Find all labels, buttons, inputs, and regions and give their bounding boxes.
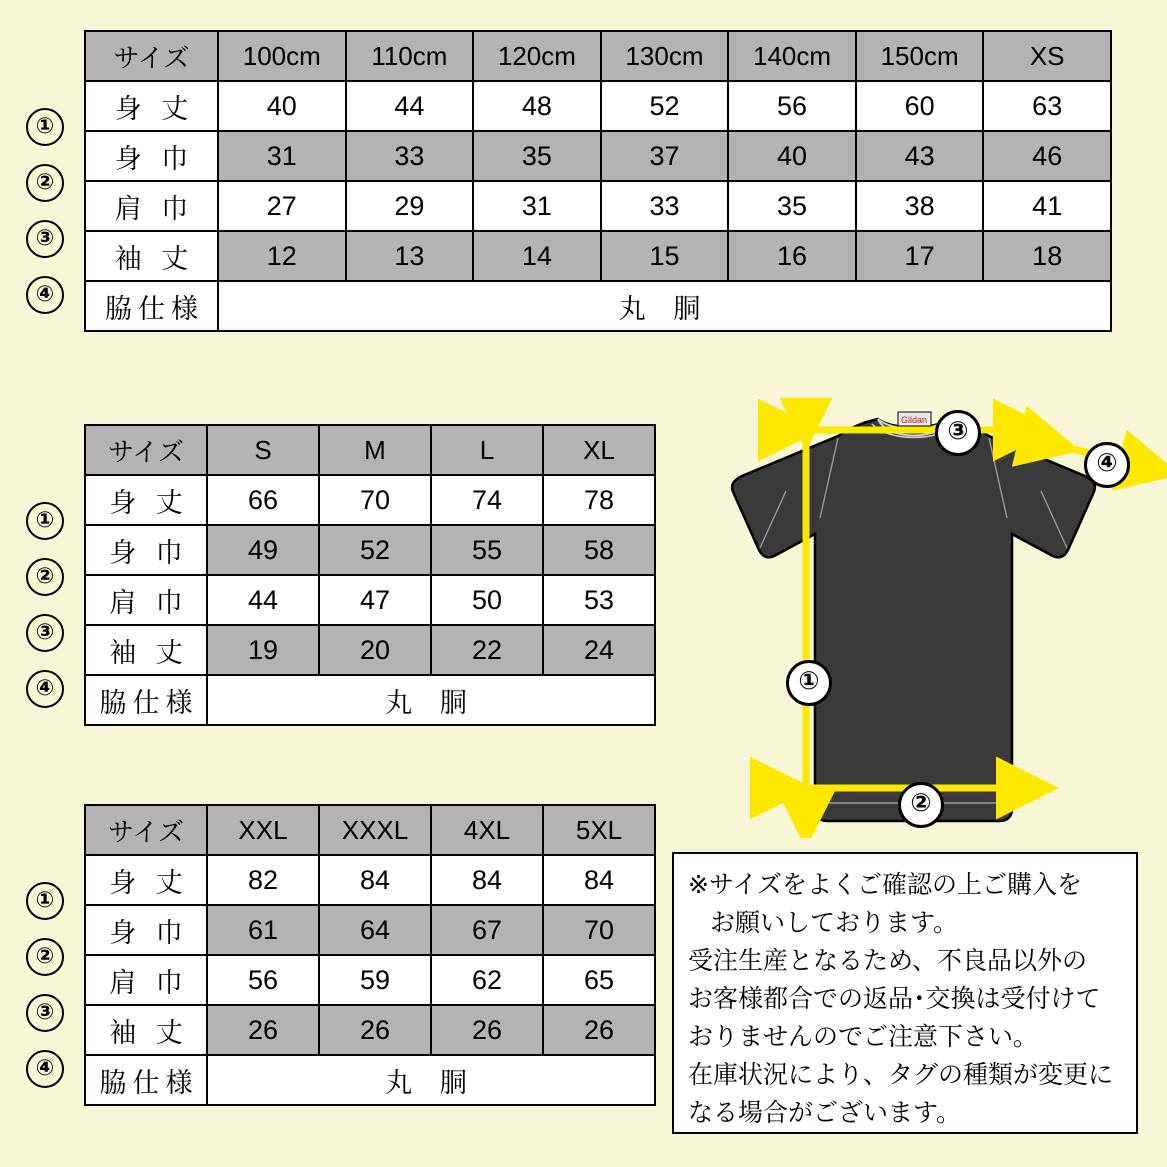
size-table-bigsize xyxy=(84,804,656,1106)
cell: 78 xyxy=(543,475,655,525)
row-marker-3: ③ xyxy=(26,220,64,258)
cell: 52 xyxy=(319,525,431,575)
row-label-shoulder-width: 肩 巾 xyxy=(85,181,218,231)
cell: 82 xyxy=(207,855,319,905)
cell: 31 xyxy=(473,181,601,231)
row-marker-1: ① xyxy=(26,882,64,920)
notice-line: 在庫状況により、タグの種類が変更に xyxy=(688,1061,1114,1089)
cell: 46 xyxy=(983,131,1111,181)
cell: 52 xyxy=(601,81,729,131)
notice-line: 受注生産となるため、不良品以外の xyxy=(688,947,1088,975)
row-marker-2: ② xyxy=(26,558,64,596)
row-marker-2: ② xyxy=(26,164,64,202)
cell: 26 xyxy=(543,1005,655,1055)
cell: 35 xyxy=(728,181,856,231)
cell: 50 xyxy=(431,575,543,625)
row-marker-4: ④ xyxy=(26,1050,64,1088)
cell: 38 xyxy=(856,181,984,231)
cell: 26 xyxy=(319,1005,431,1055)
cell: 48 xyxy=(473,81,601,131)
table-header-row xyxy=(85,31,1111,81)
cell: 40 xyxy=(728,131,856,181)
table-row xyxy=(85,1005,655,1055)
table-footer-row xyxy=(85,1055,655,1105)
side-spec-value: 丸 胴 xyxy=(218,281,1111,331)
cell: 84 xyxy=(319,855,431,905)
cell: 24 xyxy=(543,625,655,675)
cell: 61 xyxy=(207,905,319,955)
row-label-body-width: 身 巾 xyxy=(85,905,207,955)
cell: 64 xyxy=(319,905,431,955)
cell: 37 xyxy=(601,131,729,181)
table-row xyxy=(85,905,655,955)
cell: 84 xyxy=(543,855,655,905)
cell: 40 xyxy=(218,81,346,131)
header-cell-m: M xyxy=(319,425,431,475)
cell: 70 xyxy=(319,475,431,525)
cell: 33 xyxy=(601,181,729,231)
cell: 56 xyxy=(728,81,856,131)
row-label-body-length: 身 丈 xyxy=(85,475,207,525)
row-label-sleeve-length: 袖 丈 xyxy=(85,625,207,675)
cell: 26 xyxy=(207,1005,319,1055)
row-label-side-spec: 脇仕様 xyxy=(85,281,218,331)
cell: 44 xyxy=(207,575,319,625)
row-label-body-width: 身 巾 xyxy=(85,525,207,575)
header-cell-150cm: 150cm xyxy=(856,31,984,81)
cell: 66 xyxy=(207,475,319,525)
header-cell-130cm: 130cm xyxy=(601,31,729,81)
shirt-body xyxy=(732,419,1095,821)
cell: 44 xyxy=(346,81,474,131)
table-footer-row xyxy=(85,675,655,725)
header-cell-110cm: 110cm xyxy=(346,31,474,81)
table-row xyxy=(85,525,655,575)
row-label-shoulder-width: 肩 巾 xyxy=(85,955,207,1005)
cell: 65 xyxy=(543,955,655,1005)
cell: 26 xyxy=(431,1005,543,1055)
cell: 56 xyxy=(207,955,319,1005)
notice-line: なる場合がございます。 xyxy=(688,1099,962,1127)
cell: 47 xyxy=(319,575,431,625)
cell: 18 xyxy=(983,231,1111,281)
table-row xyxy=(85,955,655,1005)
cell: 22 xyxy=(431,625,543,675)
cell: 16 xyxy=(728,231,856,281)
table-row xyxy=(85,181,1111,231)
diagram-marker-1: ① xyxy=(786,660,832,706)
side-spec-value: 丸 胴 xyxy=(207,675,655,725)
cell: 55 xyxy=(431,525,543,575)
size-table-adult xyxy=(84,424,656,726)
row-label-body-length: 身 丈 xyxy=(85,855,207,905)
notice-line: お願いしております。 xyxy=(710,909,959,937)
cell: 20 xyxy=(319,625,431,675)
cell: 29 xyxy=(346,181,474,231)
cell: 15 xyxy=(601,231,729,281)
header-cell-size: サイズ xyxy=(85,805,207,855)
table-header-row xyxy=(85,425,655,475)
notice-box xyxy=(672,852,1138,1134)
cell: 12 xyxy=(218,231,346,281)
table-row xyxy=(85,81,1111,131)
header-cell-size: サイズ xyxy=(85,425,207,475)
diagram-marker-4: ④ xyxy=(1084,442,1130,488)
table-row xyxy=(85,231,1111,281)
brand-tag-text: Gildan xyxy=(900,415,928,425)
cell: 67 xyxy=(431,905,543,955)
header-cell-xs: XS xyxy=(983,31,1111,81)
table-header-row xyxy=(85,805,655,855)
cell: 53 xyxy=(543,575,655,625)
cell: 27 xyxy=(218,181,346,231)
tshirt-diagram xyxy=(660,398,1167,838)
header-cell-xxxl: XXXL xyxy=(319,805,431,855)
row-marker-4: ④ xyxy=(26,670,64,708)
row-marker-3: ③ xyxy=(26,994,64,1032)
row-label-side-spec: 脇仕様 xyxy=(85,1055,207,1105)
header-cell-5xl: 5XL xyxy=(543,805,655,855)
cell: 19 xyxy=(207,625,319,675)
cell: 31 xyxy=(218,131,346,181)
notice-line: おりませんのでご注意下さい。 xyxy=(688,1023,1039,1051)
cell: 41 xyxy=(983,181,1111,231)
header-cell-s: S xyxy=(207,425,319,475)
table-row xyxy=(85,575,655,625)
cell: 14 xyxy=(473,231,601,281)
header-cell-xxl: XXL xyxy=(207,805,319,855)
header-cell-140cm: 140cm xyxy=(728,31,856,81)
header-cell-100cm: 100cm xyxy=(218,31,346,81)
cell: 70 xyxy=(543,905,655,955)
cell: 74 xyxy=(431,475,543,525)
notice-line: お客様都合での返品･交換は受付けて xyxy=(688,985,1101,1013)
side-spec-value: 丸 胴 xyxy=(207,1055,655,1105)
row-marker-2: ② xyxy=(26,938,64,976)
row-label-sleeve-length: 袖 丈 xyxy=(85,231,218,281)
cell: 43 xyxy=(856,131,984,181)
row-marker-4: ④ xyxy=(26,276,64,314)
row-label-body-width: 身 巾 xyxy=(85,131,218,181)
cell: 84 xyxy=(431,855,543,905)
cell: 13 xyxy=(346,231,474,281)
cell: 59 xyxy=(319,955,431,1005)
row-marker-1: ① xyxy=(26,502,64,540)
size-table-kids xyxy=(84,30,1112,332)
notice-line: ※サイズをよくご確認の上ご購入を xyxy=(688,871,1082,899)
cell: 33 xyxy=(346,131,474,181)
row-label-body-length: 身 丈 xyxy=(85,81,218,131)
header-cell-size: サイズ xyxy=(85,31,218,81)
table-row xyxy=(85,625,655,675)
cell: 62 xyxy=(431,955,543,1005)
row-label-sleeve-length: 袖 丈 xyxy=(85,1005,207,1055)
cell: 60 xyxy=(856,81,984,131)
row-marker-3: ③ xyxy=(26,614,64,652)
table-row xyxy=(85,131,1111,181)
cell: 49 xyxy=(207,525,319,575)
row-label-shoulder-width: 肩 巾 xyxy=(85,575,207,625)
cell: 63 xyxy=(983,81,1111,131)
header-cell-xl: XL xyxy=(543,425,655,475)
table-footer-row xyxy=(85,281,1111,331)
header-cell-120cm: 120cm xyxy=(473,31,601,81)
table-row xyxy=(85,855,655,905)
cell: 58 xyxy=(543,525,655,575)
cell: 35 xyxy=(473,131,601,181)
diagram-marker-2: ② xyxy=(898,782,944,828)
table-row xyxy=(85,475,655,525)
row-marker-1: ① xyxy=(26,108,64,146)
header-cell-l: L xyxy=(431,425,543,475)
header-cell-4xl: 4XL xyxy=(431,805,543,855)
row-label-side-spec: 脇仕様 xyxy=(85,675,207,725)
diagram-marker-3: ③ xyxy=(935,410,981,456)
cell: 17 xyxy=(856,231,984,281)
